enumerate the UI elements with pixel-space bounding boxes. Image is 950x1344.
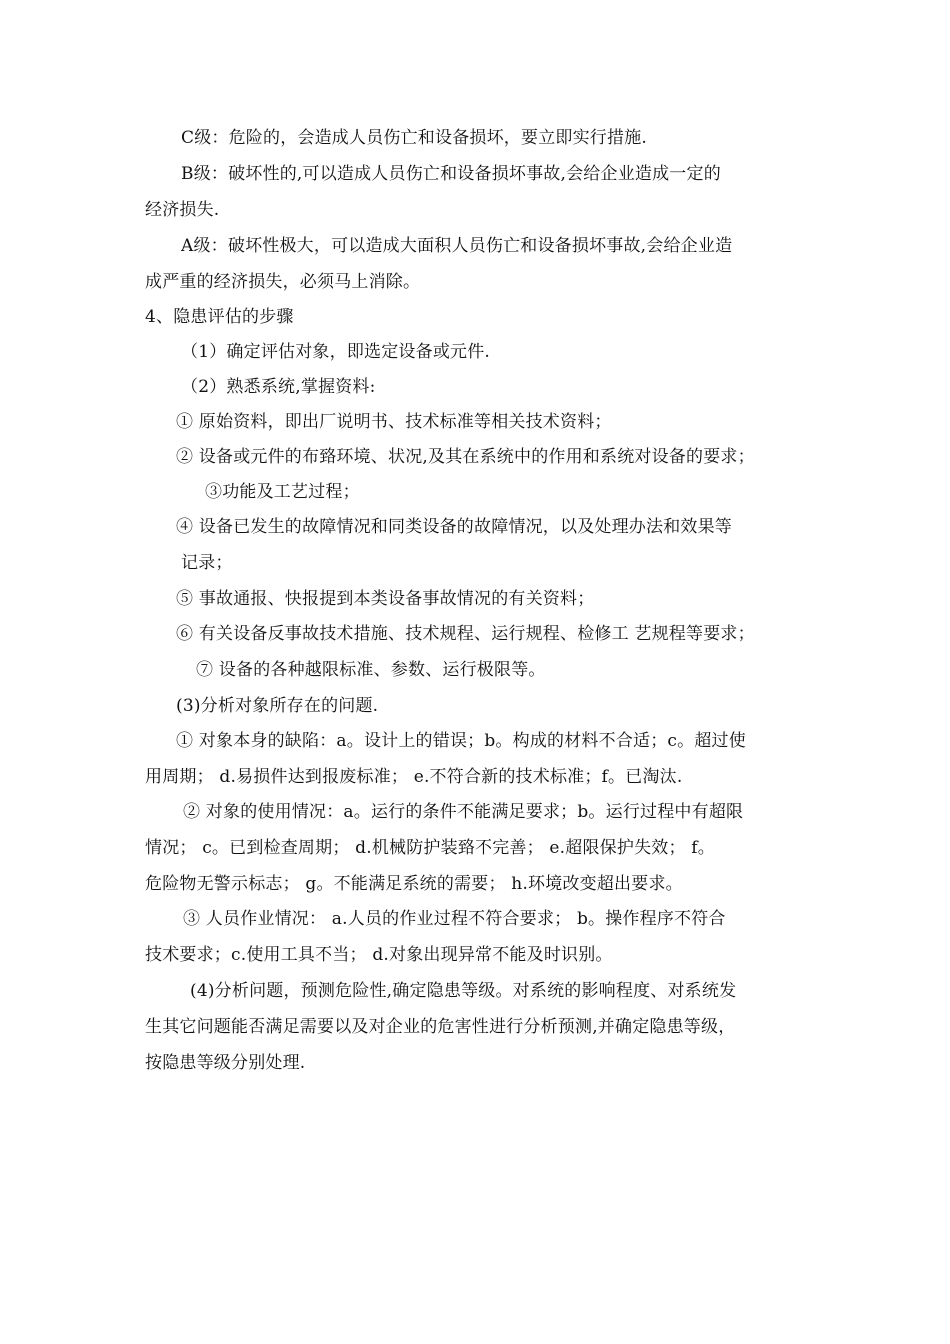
- text-line: 经济损失.: [145, 200, 220, 220]
- text-line: 按隐患等级分别处理.: [145, 1053, 306, 1073]
- section-heading: 4、隐患评估的步骤: [145, 307, 294, 327]
- text-line: ⑤ 事故通报、快报提到本类设备事故情况的有关资料；: [176, 589, 595, 609]
- text-line: ① 对象本身的缺陷：a。设计上的错误；b。构成的材料不合适；c。超过使: [176, 731, 746, 751]
- text-line: ② 对象的使用情况：a。运行的条件不能满足要求；b。运行过程中有超限: [183, 802, 744, 822]
- text-line: 生其它问题能否满足需要以及对企业的危害性进行分析预测,并确定隐患等级，: [145, 1017, 736, 1037]
- text-line: 成严重的经济损失，必须马上消除。: [145, 272, 421, 292]
- text-line: ⑥ 有关设备反事故技术措施、技术规程、运行规程、检修工 艺规程等要求；: [176, 624, 755, 644]
- text-line: ⑦ 设备的各种越限标准、参数、运行极限等。: [196, 660, 546, 680]
- text-line: 危险物无警示标志； g。不能满足系统的需要； h.环境改变超出要求。: [145, 874, 683, 894]
- text-line: ③功能及工艺过程；: [205, 482, 360, 502]
- text-line: (3)分析对象所存在的问题.: [176, 696, 379, 716]
- text-line: B级：破坏性的,可以造成人员伤亡和设备损坏事故,会给企业造成一定的: [181, 164, 721, 184]
- text-line: 技术要求；c.使用工具不当； d.对象出现异常不能及时识别。: [145, 945, 613, 965]
- text-line: （2）熟悉系统,掌握资料:: [181, 377, 376, 397]
- text-line: C级：危险的，会造成人员伤亡和设备损坏，要立即实行措施.: [181, 128, 648, 148]
- text-line: ④ 设备已发生的故障情况和同类设备的故障情况，以及处理办法和效果等: [176, 517, 733, 537]
- text-line: 记录；: [181, 553, 233, 573]
- text-line: ③ 人员作业情况： a.人员的作业过程不符合要求； b。操作程序不符合: [183, 909, 726, 929]
- text-line: 用周期； d.易损件达到报废标准； e.不符合新的技术标准；f。已淘汰.: [145, 767, 683, 787]
- text-line: ② 设备或元件的布臵环境、状况,及其在系统中的作用和系统对设备的要求；: [176, 447, 755, 467]
- text-line: (4)分析问题，预测危险性,确定隐患等级。对系统的影响程度、对系统发: [190, 981, 737, 1001]
- text-line: ① 原始资料，即出厂说明书、技术标准等相关技术资料；: [176, 412, 612, 432]
- text-line: （1）确定评估对象，即选定设备或元件.: [181, 342, 491, 362]
- text-line: A级：破坏性极大，可以造成大面积人员伤亡和设备损坏事故,会给企业造: [181, 236, 733, 256]
- text-line: 情况； c。已到检查周期； d.机械防护装臵不完善； e.超限保护失效； f。: [145, 838, 715, 858]
